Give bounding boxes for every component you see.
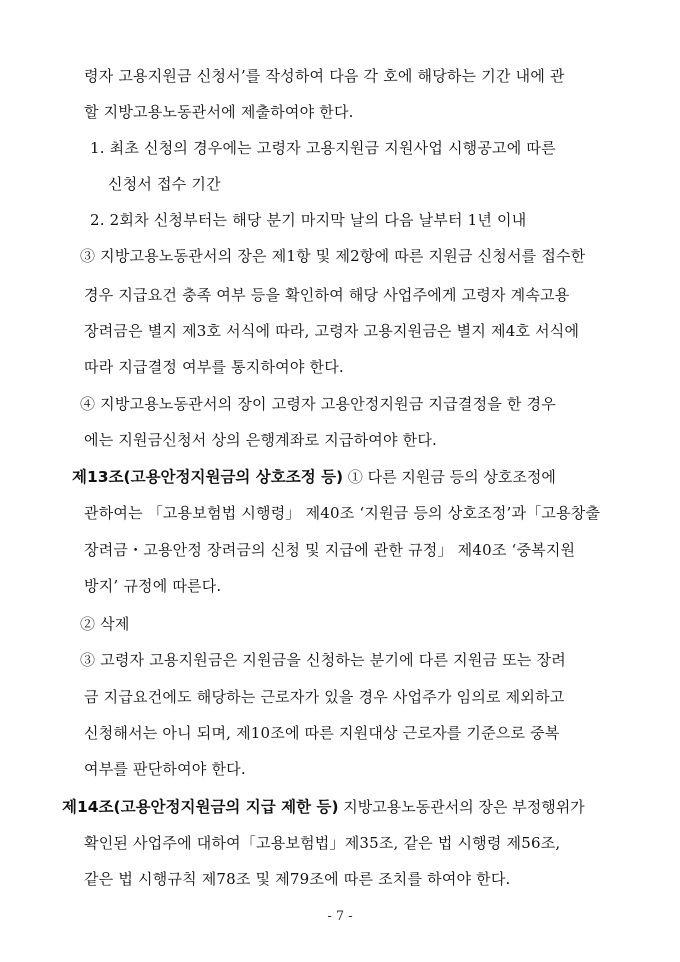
article-13-line: 금 지급요건에도 해당하는 근로자가 있을 경우 사업주가 임의로 제외하고 (84, 688, 565, 706)
body-line: 따라 지급결정 여부를 통지하여야 한다. (84, 358, 344, 376)
article-14-text: 지방고용노동관서의 장은 부정행위가 (338, 798, 585, 816)
article-13-first-line (72, 467, 556, 487)
article-13-paragraph-2: ② 삭제 (80, 615, 130, 633)
article-14-heading: 제14조(고용안정지원금의 지급 제한 등) (62, 798, 339, 816)
article-13-line: 방지’ 규정에 따른다. (84, 577, 222, 595)
article-13-line: 관하여는 「고용보험법 시행령」 제40조 ‘지원금 등의 상호조정’과「고용창출 (84, 504, 601, 522)
page-number: - 7 - (327, 909, 353, 924)
article-13-paragraph-3: ③ 고령자 고용지원금은 지원금을 신청하는 분기에 다른 지원금 또는 장려 (80, 651, 566, 669)
body-line: 장려금은 별지 제3호 서식에 따라, 고령자 고용지원금은 별지 제4호 서식에 (84, 322, 580, 340)
article-13-line: 장려금・고용안정 장려금의 신청 및 지급에 관한 규정」 제40조 ‘중복지원 (84, 541, 576, 559)
body-line: 령자 고용지원금 신청서’를 작성하여 다음 각 호에 해당하는 기간 내에 관 (84, 67, 565, 85)
article-13-line: 신청해서는 아니 되며, 제10조에 따른 지원대상 근로자를 기준으로 중복 (84, 724, 560, 742)
body-line: 에는 지원금신청서 상의 은행계좌로 지급하여야 한다. (84, 431, 437, 449)
paragraph-3: ③ 지방고용노동관서의 장은 제1항 및 제2항에 따른 지원금 신청서를 접수한 (80, 247, 586, 265)
article-13-heading: 제13조(고용안정지원금의 상호조정 등) (72, 468, 344, 486)
article-14-first-line (62, 797, 585, 817)
article-13-line: 여부를 판단하여야 한다. (84, 760, 246, 778)
paragraph-4: ④ 지방고용노동관서의 장이 고령자 고용안정지원금 지급결정을 한 경우 (80, 395, 556, 413)
article-13-text: ① 다른 지원금 등의 상호조정에 (343, 468, 556, 486)
body-line: 할 지방고용노동관서에 제출하여야 한다. (84, 103, 354, 121)
list-item-1: 1. 최초 신청의 경우에는 고령자 고용지원금 지원사업 시행공고에 따른 (90, 139, 556, 157)
article-14-line: 같은 법 시행규칙 제78조 및 제79조에 따른 조치를 하여야 한다. (84, 870, 511, 888)
body-line: 경우 지급요건 충족 여부 등을 확인하여 해당 사업주에게 고령자 계속고용 (84, 286, 570, 304)
article-14-line: 확인된 사업주에 대하여「고용보험법」제35조, 같은 법 시행령 제56조, (84, 834, 561, 852)
list-item-2: 2. 2회차 신청부터는 해당 분기 마지막 날의 다음 날부터 1년 이내 (90, 211, 527, 229)
list-item-1-cont: 신청서 접수 기간 (108, 175, 221, 193)
